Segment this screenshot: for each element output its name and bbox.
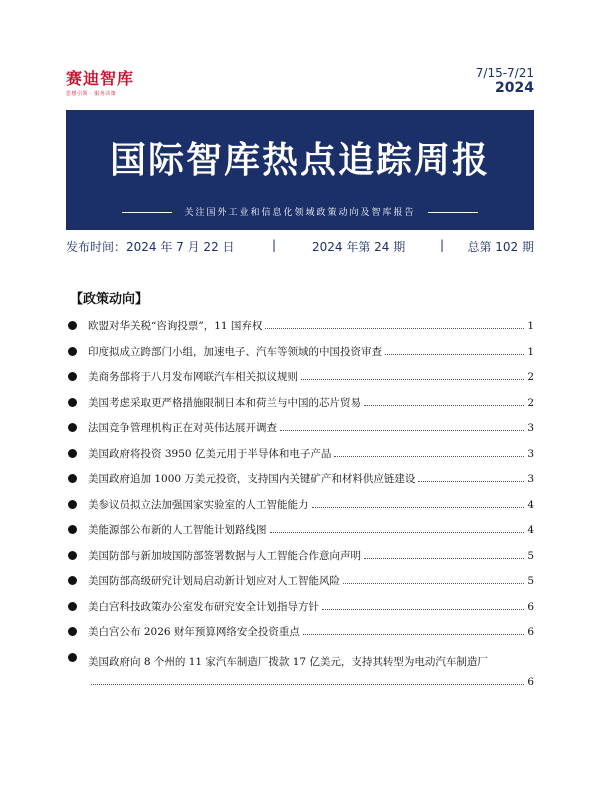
toc-leader: [301, 369, 524, 380]
toc-item-title: 印度拟成立跨部门小组，加速电子、汽车等领域的中国投资审查: [88, 345, 382, 358]
toc-item-page: 5: [527, 549, 534, 562]
bullet-icon: [68, 398, 77, 407]
toc-leader: [265, 318, 524, 329]
toc-item-page: 5: [527, 575, 534, 587]
date-range: [476, 66, 534, 96]
report-subtitle: 关注国外工业和信息化领域政策动向及智库报告: [184, 208, 416, 218]
bullet-icon: [68, 449, 77, 458]
title-banner: [66, 110, 534, 230]
bullet-icon: [68, 576, 77, 585]
date-year: 2024: [495, 80, 534, 96]
toc-item[interactable]: [66, 318, 534, 344]
toc-leader: [385, 344, 524, 355]
toc-item-title: 美白宫公布 2026 财年预算网络安全投资重点: [88, 626, 300, 638]
toc-item-title: 美国政府追加 1000 万美元投资，支持国内关键矿产和材料供应链建设: [88, 473, 416, 485]
date-period: 7/15-7/21: [475, 66, 534, 80]
toc-item-title: 美国政府向 8 个州的 11 家汽车制造厂拨款 17 亿美元，支持其转型为电动汽车制造厂: [88, 655, 488, 668]
toc-leader: [418, 471, 524, 482]
subtitle-rule-left: [122, 212, 172, 213]
publication-info: [66, 238, 534, 258]
toc-item-page: 1: [527, 320, 534, 332]
toc-leader: [364, 395, 524, 406]
table-of-contents: [66, 318, 534, 698]
section-title: 【政策动向】: [70, 292, 149, 307]
info-separator: |: [272, 238, 277, 252]
toc-item-page: 2: [527, 371, 534, 383]
toc-item-page: 3: [527, 473, 534, 485]
bullet-icon: [68, 653, 77, 662]
toc-leader: [280, 420, 524, 431]
toc-item-title: 美国政府将投资 3950 亿美元用于半导体和电子产品: [88, 447, 332, 460]
toc-item-page: 6: [527, 626, 534, 638]
bullet-icon: [68, 500, 77, 509]
toc-item-page: 4: [527, 498, 534, 511]
toc-item-title: 美白宫科技政策办公室发布研究安全计划指导方针: [88, 600, 319, 613]
toc-item-title: 美国防部高级研究计划局启动新计划应对人工智能风险: [88, 575, 340, 587]
toc-item-title: 美国考虑采取更严格措施限制日本和荷兰与中国的芯片贸易: [88, 396, 361, 409]
logo-tagline: 思想引领 · 服务决策: [66, 91, 117, 97]
toc-item[interactable]: [66, 497, 534, 523]
toc-item-title: 美参议员拟立法加强国家实验室的人工智能能力: [88, 498, 309, 511]
toc-item-page: 3: [527, 447, 534, 460]
toc-item-page: 6: [527, 675, 534, 688]
toc-item-title: 美商务部将于八月发布网联汽车相关拟议规则: [88, 371, 298, 383]
bullet-icon: [68, 627, 77, 636]
toc-item[interactable]: [66, 573, 534, 599]
toc-leader: [364, 548, 524, 559]
toc-item[interactable]: [66, 369, 534, 395]
issue-number: 2024 年第 24 期: [312, 240, 406, 254]
toc-item[interactable]: [66, 344, 534, 370]
toc-item[interactable]: [66, 420, 534, 446]
toc-item[interactable]: [66, 446, 534, 472]
toc-leader: [303, 624, 524, 635]
report-subtitle-row: [66, 205, 534, 218]
toc-item[interactable]: [66, 624, 534, 650]
toc-leader: [322, 599, 524, 610]
total-issue: 总第 102 期: [467, 240, 534, 254]
toc-item[interactable]: [66, 650, 534, 698]
bullet-icon: [68, 321, 77, 330]
toc-item-title: 法国竞争管理机构正在对英伟达展开调查: [88, 422, 277, 434]
toc-item-page: 2: [527, 396, 534, 409]
bullet-icon: [68, 474, 77, 483]
toc-item[interactable]: [66, 522, 534, 548]
logo-name: 赛迪智库: [66, 69, 135, 88]
bullet-icon: [68, 525, 77, 534]
toc-item-title: 欧盟对华关税“咨询投票”，11 国弃权: [88, 320, 263, 332]
info-separator: |: [440, 238, 445, 252]
bullet-icon: [68, 423, 77, 432]
toc-item-page: 6: [527, 600, 534, 613]
toc-leader: [343, 573, 524, 584]
bullet-icon: [68, 602, 77, 611]
toc-item[interactable]: [66, 599, 534, 625]
toc-item[interactable]: [66, 471, 534, 497]
toc-item[interactable]: [66, 548, 534, 574]
bullet-icon: [68, 347, 77, 356]
toc-leader: [91, 674, 524, 685]
toc-item[interactable]: [66, 395, 534, 421]
toc-leader: [312, 497, 525, 508]
toc-item-title: 美能源部公布新的人工智能计划路线图: [88, 524, 267, 536]
toc-item-page: 4: [527, 524, 534, 536]
toc-item-title: 美国防部与新加坡国防部签署数据与人工智能合作意向声明: [88, 549, 361, 562]
report-title: 国际智库热点追踪周报: [109, 139, 490, 181]
bullet-icon: [68, 551, 77, 560]
toc-leader: [270, 522, 525, 533]
toc-item-page: 3: [527, 422, 534, 434]
bullet-icon: [68, 372, 77, 381]
toc-leader: [334, 446, 524, 457]
publish-date: 发布时间：2024 年 7 月 22 日: [66, 240, 235, 254]
brand-logo: [66, 66, 134, 97]
subtitle-rule-right: [428, 212, 478, 213]
toc-item-page: 1: [527, 345, 534, 358]
